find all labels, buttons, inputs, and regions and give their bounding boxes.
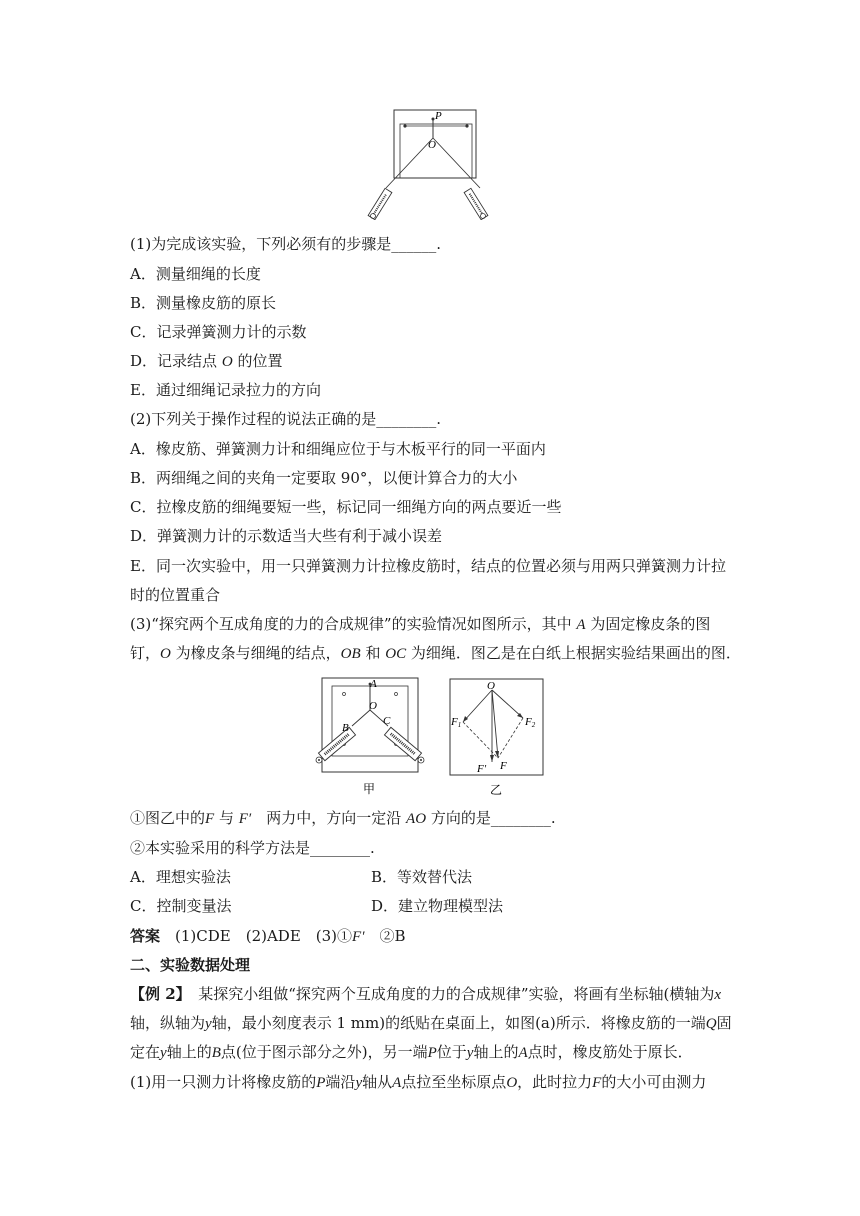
q3-sub-1: ①图乙中的F 与 F′ 两力中，方向一定沿 AO 方向的是________. xyxy=(130,809,556,827)
yi-label-f1: F1 xyxy=(451,716,462,729)
example2-line-2: 轴，纵轴为y轴，最小刻度表示 1 mm)的纸贴在桌面上，如图(a)所示．将橡皮筋的一端Q固 xyxy=(130,1014,732,1032)
jia-label-o: O xyxy=(369,700,377,712)
q1-stem: (1)为完成该实验，下列必须有的步骤是______. xyxy=(130,235,442,253)
example2-line-3: 定在y轴上的B点(位于图示部分之外)，另一端P位于y轴上的A点时，橡皮筋处于原长． xyxy=(130,1043,693,1061)
q3-option-d: D．建立物理模型法 xyxy=(371,897,504,915)
fig1-label-o: O xyxy=(428,139,436,151)
example2-line-1: 【例 2】 某探究小组做“探究两个互成角度的力的合成规律”实验，将画有坐标轴(横轴为x xyxy=(130,985,722,1003)
q1-option-b: B．测量橡皮筋的原长 xyxy=(130,294,277,312)
q2-option-c: C．拉橡皮筋的细绳要短一些，标记同一细绳方向的两点要近一些 xyxy=(130,498,562,516)
q3-option-a: A．理想实验法 xyxy=(130,868,231,886)
q3-sub-2: ②本实验采用的科学方法是________. xyxy=(130,839,375,857)
q3-line-2: 钉，O 为橡皮条与细绳的结点，OB 和 OC 为细绳．图乙是在白纸上根据实验结果画出的图． xyxy=(130,644,741,662)
fig1-label-p: P xyxy=(435,110,442,122)
section-title: 二、实验数据处理 xyxy=(130,956,251,974)
jia-caption: 甲 xyxy=(363,782,376,796)
q1-option-e: E．通过细绳记录拉力的方向 xyxy=(130,381,321,399)
q1-option-a: A．测量细绳的长度 xyxy=(130,265,261,283)
jia-label-b: B xyxy=(342,722,349,734)
figure-jia xyxy=(308,676,428,798)
example2-tag: 【例 2】 xyxy=(130,985,184,1003)
yi-label-fprime: F′ xyxy=(477,763,487,775)
jia-label-a: A xyxy=(370,678,377,690)
q2-option-b: B．两细绳之间的夹角一定要取 90°，以便计算合力的大小 xyxy=(130,469,518,487)
figure-yi xyxy=(448,678,546,798)
q1-option-c: C．记录弹簧测力计的示数 xyxy=(130,323,307,341)
example2-line-4: (1)用一只测力计将橡皮筋的P端沿y轴从A点拉至坐标原点O，此时拉力F的大小可由测力 xyxy=(130,1073,707,1091)
q3-line-1: (3)“探究两个互成角度的力的合成规律”的实验情况如图所示，其中 A 为固定橡皮条的图 xyxy=(130,615,711,633)
q2-option-e-cont: 时的位置重合 xyxy=(130,586,221,604)
jia-label-c: C xyxy=(383,715,391,727)
yi-label-f2: F2 xyxy=(525,716,536,729)
yi-caption: 乙 xyxy=(490,783,503,797)
q3-option-b: B．等效替代法 xyxy=(371,868,473,886)
q3-option-c: C．控制变量法 xyxy=(130,897,232,915)
yi-label-f: F xyxy=(500,760,507,772)
q2-stem: (2)下列关于操作过程的说法正确的是________. xyxy=(130,410,442,428)
figure-1-board xyxy=(362,108,494,220)
yi-label-o: O xyxy=(487,680,495,692)
q2-option-e: E．同一次实验中，用一只弹簧测力计拉橡皮筋时，结点的位置必须与用两只弹簧测力计拉 xyxy=(130,557,726,575)
answer-label: 答案 xyxy=(130,927,161,945)
q2-option-a: A．橡皮筋、弹簧测力计和细绳应位于与木板平行的同一平面内 xyxy=(130,440,546,458)
q1-option-d: D．记录结点 O 的位置 xyxy=(130,352,283,370)
q2-option-d: D．弹簧测力计的示数适当大些有利于减小误差 xyxy=(130,527,443,545)
answer-line: 答案 (1)CDE (2)ADE (3)①F′ ②B xyxy=(130,927,406,945)
